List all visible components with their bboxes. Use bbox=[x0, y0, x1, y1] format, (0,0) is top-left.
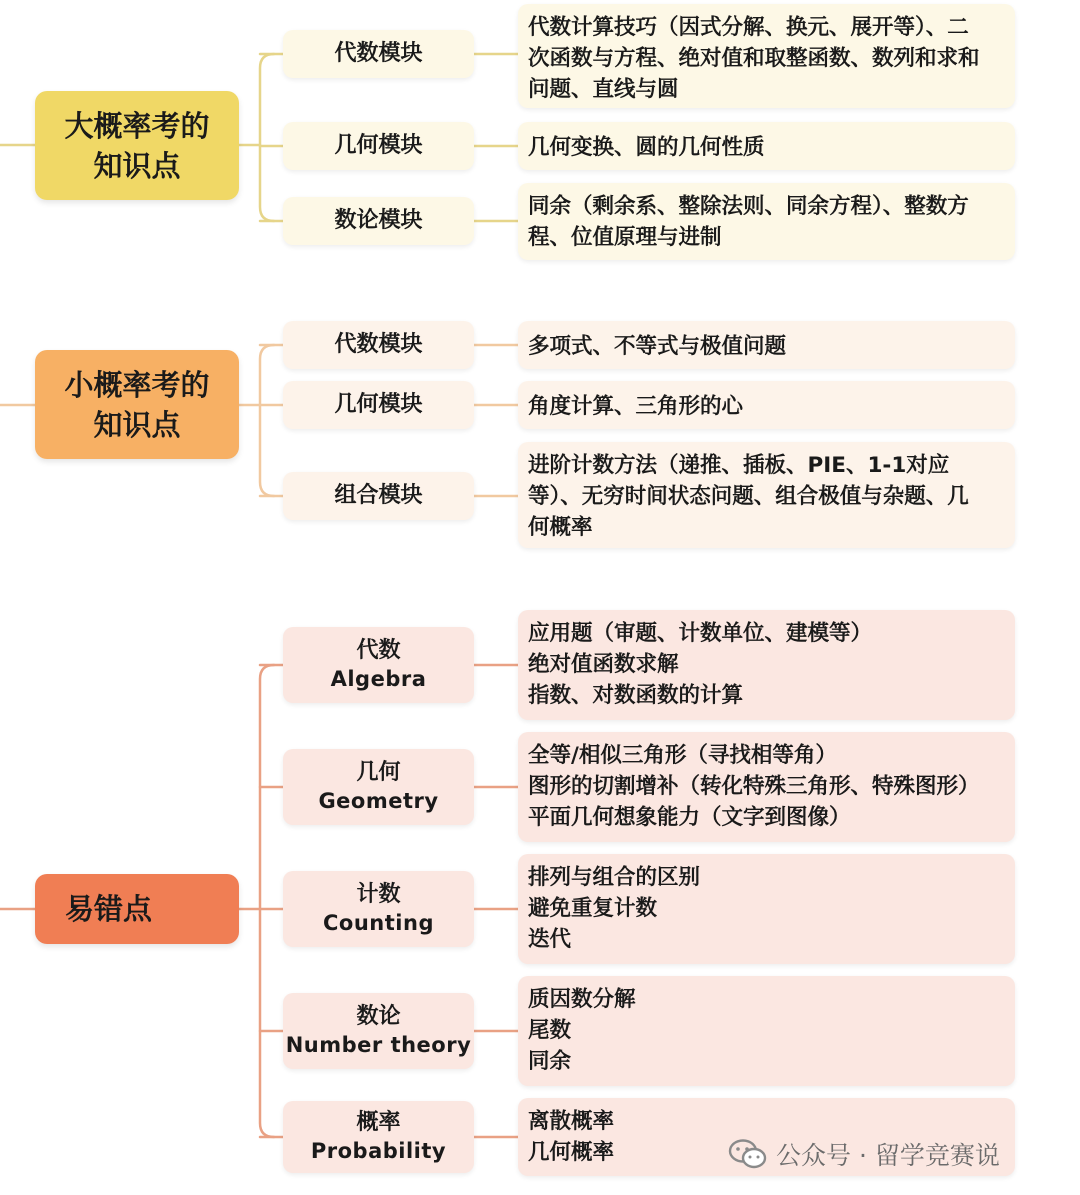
detail-line: 程、位值原理与进制 bbox=[528, 225, 722, 250]
connector-spine bbox=[260, 345, 274, 496]
detail-node bbox=[518, 381, 1015, 429]
detail-line: 绝对值函数求解 bbox=[528, 652, 679, 677]
watermark bbox=[728, 1136, 1000, 1172]
connector-spine bbox=[260, 54, 274, 221]
detail-line: 质因数分解 bbox=[528, 987, 636, 1012]
branch-label: 代数模块 bbox=[334, 332, 423, 357]
detail-line: 离散概率 bbox=[528, 1109, 615, 1134]
branch-label: 代数 bbox=[356, 638, 401, 663]
root-label-line2: 知识点 bbox=[93, 407, 181, 442]
detail-line: 几何概率 bbox=[528, 1140, 615, 1165]
branch-node-number-theory bbox=[283, 993, 474, 1069]
branch-label: 计数 bbox=[356, 882, 401, 907]
branch-label: 几何模块 bbox=[334, 133, 423, 158]
detail-node bbox=[518, 976, 1015, 1086]
branch-label: 几何模块 bbox=[334, 392, 423, 417]
detail-line: 尾数 bbox=[528, 1018, 572, 1043]
detail-line: 平面几何想象能力（文字到图像） bbox=[528, 805, 851, 830]
branch-label: 组合模块 bbox=[334, 483, 423, 508]
branch-label: 代数模块 bbox=[334, 41, 423, 66]
detail-line: 代数计算技巧（因式分解、换元、展开等）、二 bbox=[528, 15, 969, 40]
branch-node-combinatorics-module bbox=[283, 472, 474, 520]
root-label-line1: 小概率考的 bbox=[64, 367, 210, 402]
connector-spine bbox=[260, 665, 274, 1137]
branch-label: 概率 bbox=[356, 1110, 401, 1135]
detail-node bbox=[518, 610, 1015, 720]
branch-node-algebra bbox=[283, 627, 474, 703]
branch-node-probability bbox=[283, 1101, 474, 1173]
detail-line: 同余（剩余系、整除法则、同余方程）、整数方 bbox=[528, 194, 969, 219]
root-label-line1: 易错点 bbox=[65, 892, 153, 926]
detail-line: 同余 bbox=[528, 1049, 572, 1074]
branch-label-en: Geometry bbox=[318, 789, 439, 813]
detail-line: 图形的切割增补（转化特殊三角形、特殊图形） bbox=[528, 774, 980, 799]
branch-label-en: Algebra bbox=[330, 667, 427, 691]
detail-line: 指数、对数函数的计算 bbox=[528, 683, 744, 708]
detail-line: 角度计算、三角形的心 bbox=[528, 393, 744, 419]
root-node-high-probability bbox=[35, 91, 239, 200]
detail-line: 次函数与方程、绝对值和取整函数、数列和求和 bbox=[528, 46, 980, 71]
detail-line: 多项式、不等式与极值问题 bbox=[528, 333, 787, 359]
branch-node-number-theory-module bbox=[283, 197, 474, 245]
branch-label: 数论模块 bbox=[334, 208, 423, 233]
detail-node bbox=[518, 183, 1015, 260]
branch-label: 数论 bbox=[356, 1004, 401, 1029]
branch-label-en: Counting bbox=[323, 911, 434, 935]
detail-node bbox=[518, 442, 1015, 548]
detail-line: 问题、直线与圆 bbox=[528, 77, 679, 102]
detail-line: 全等/相似三角形（寻找相等角） bbox=[528, 743, 837, 768]
root-label-line2: 知识点 bbox=[93, 148, 181, 183]
branch-label-en: Number theory bbox=[285, 1033, 472, 1057]
detail-node bbox=[518, 854, 1015, 964]
detail-line: 应用题（审题、计数单位、建模等） bbox=[528, 621, 873, 646]
branch-label-en: Probability bbox=[310, 1139, 447, 1163]
detail-node bbox=[518, 4, 1015, 108]
watermark-text: 公众号 · 留学竞赛说 bbox=[776, 1141, 1000, 1170]
branch-node-geometry-module bbox=[283, 381, 474, 429]
detail-node bbox=[518, 321, 1015, 369]
branch-label: 几何 bbox=[356, 760, 401, 785]
branch-node-counting bbox=[283, 871, 474, 947]
detail-line: 迭代 bbox=[528, 927, 572, 952]
root-node-common-mistakes bbox=[35, 874, 239, 944]
root-label-line1: 大概率考的 bbox=[64, 108, 210, 143]
detail-line: 进阶计数方法（递推、插板、PIE、1-1对应 bbox=[528, 453, 950, 478]
detail-node bbox=[518, 732, 1015, 842]
branch-node-geometry-module bbox=[283, 122, 474, 170]
branch-node-algebra-module bbox=[283, 30, 474, 78]
root-node-low-probability bbox=[35, 350, 239, 459]
detail-node bbox=[518, 122, 1015, 170]
wechat-icon bbox=[728, 1138, 768, 1170]
detail-line: 等）、无穷时间状态问题、组合极值与杂题、几 bbox=[528, 484, 969, 509]
detail-line: 排列与组合的区别 bbox=[528, 865, 701, 890]
branch-node-geometry bbox=[283, 749, 474, 825]
detail-line: 避免重复计数 bbox=[528, 896, 658, 921]
detail-line: 几何变换、圆的几何性质 bbox=[528, 134, 765, 160]
detail-line: 何概率 bbox=[528, 515, 593, 540]
branch-node-algebra-module bbox=[283, 321, 474, 369]
